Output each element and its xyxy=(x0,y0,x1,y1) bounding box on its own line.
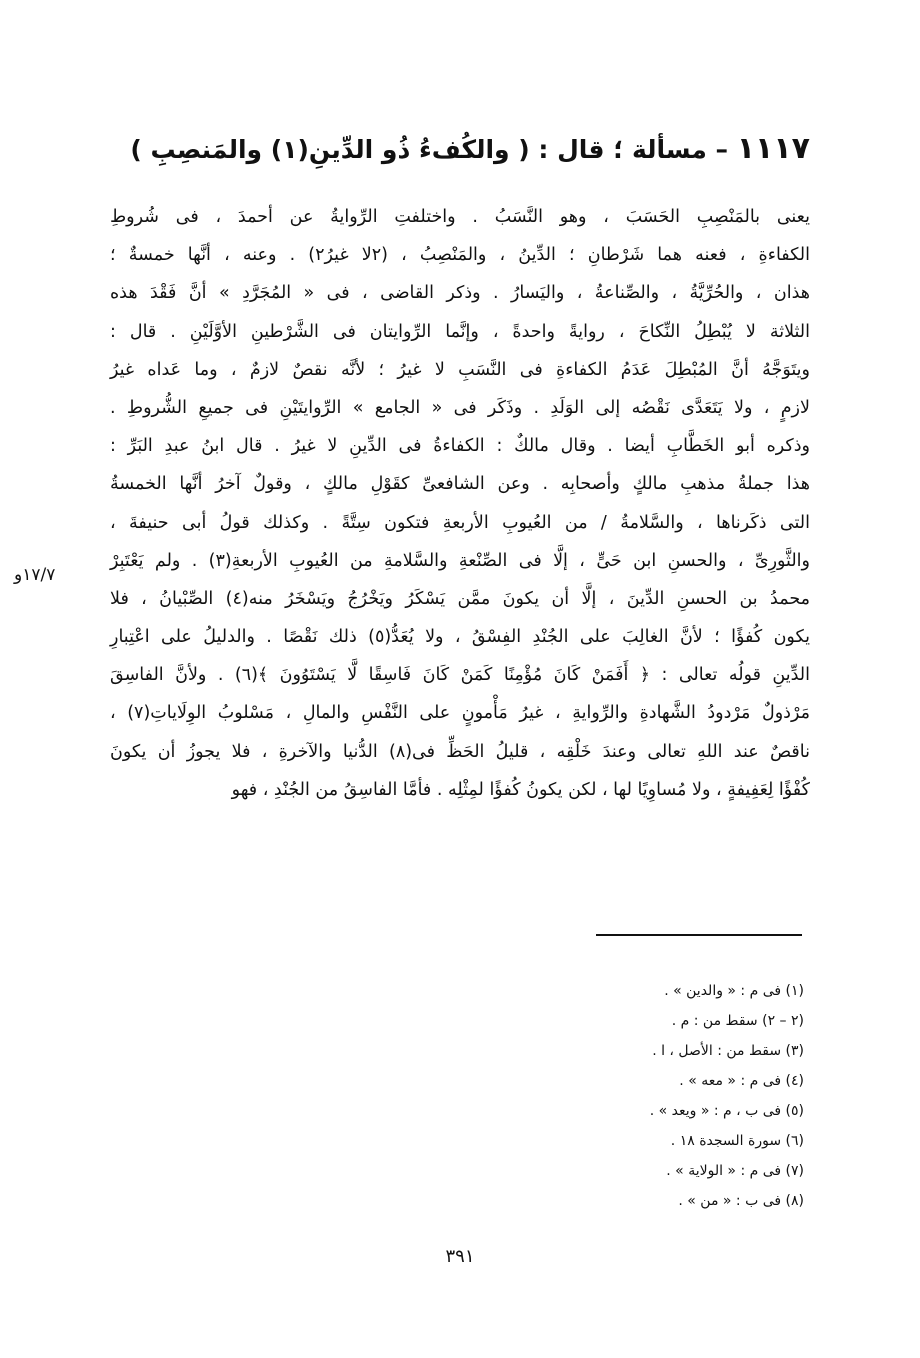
footnote: (٧) فى م : « الولاية » . xyxy=(666,1163,804,1179)
main-text xyxy=(110,198,810,809)
footnote: (٨) فى ب : « من » . xyxy=(678,1193,804,1209)
footnote: (٣) سقط من : الأصل ، ا . xyxy=(652,1043,804,1059)
text-line: الكفاءةِ ، فعنه هما شَرْطانِ ؛ الدِّينُ ، والمَنْصِبُ ، (٢لا غيرُ٢) . وعنه ، أنَّها خمسةٌ ؛ xyxy=(110,245,810,266)
issue-heading xyxy=(130,131,810,167)
text-line: وذكره أبو الخَطَّابِ أيضا . وقال مالكٌ : الكفاءةُ فى الدِّينِ لا غيرُ . قال ابنُ عبدِ البَرِّ : xyxy=(110,436,810,457)
footnote: (٥) فى ب ، م : « ويعد » . xyxy=(649,1103,804,1119)
text-line: هذا جملةُ مذهبِ مالكٍ وأصحابِه . وعن الشافعىِّ كقَوْلِ مالكٍ ، وقولٌ آخرُ أنَّها الخمسةُ xyxy=(110,474,810,495)
text-line: الدِّينِ قولُه تعالى : ﴿ أَفَمَنْ كَانَ مُؤْمِنًا كَمَنْ كَانَ فَاسِقًا لَّا يَسْتَوُونَ ﴾(٦) . ولأنَّ الفاسِقَ xyxy=(110,665,810,686)
text-line: يكون كُفؤًا ؛ لأنَّ الغالِبَ على الجُنْدِ الفِسْقُ ، ولا يُعَدُّ(٥) ذلك نَقْصًا . والدليلُ على اعْتِبارِ xyxy=(110,627,810,648)
text-line: كُفْؤًا لِعَفِيفةٍ ، ولا مُساوِيًا لها ، لكن يكونُ كُفؤًا لمِثْلِه . فأمَّا الفاسِقُ من الجُنْدِ ، فهو xyxy=(231,779,810,800)
footnotes xyxy=(504,976,804,1216)
text-line: يعنى بالمَنْصِبِ الحَسَبَ ، وهو النَّسَبُ . واختلفتِ الرِّوايةُ عن أحمدَ ، فى شُروطِ xyxy=(110,207,810,227)
footnote-separator xyxy=(596,934,802,936)
footnote: (٦) سورة السجدة ١٨ . xyxy=(670,1133,804,1149)
footnote: (١) فى م : « والدين » . xyxy=(664,983,804,999)
text-line: محمدُ بن الحسنِ الدِّينَ ، إلَّا أن يكونَ ممَّن يَسْكَرُ ويَخْرُجُ ويَسْخَرُ منه(٤) الصِّبْيانُ ، فلا xyxy=(110,588,810,609)
text-line: هذان ، والحُرِّيَّةُ ، والصِّناعةُ ، واليَسارُ . وذكر القاضى ، فى « المُجَرَّدِ » أنَّ فَقْدَ هذه xyxy=(110,283,810,304)
text-line: مَرْذولٌ مَرْدودُ الشَّهادةِ والرِّوايةِ ، غيرُ مَأْمونٍ على النَّفْسِ والمالِ ، مَسْلوبُ الوِلَاياتِ(٧) ، xyxy=(110,703,810,724)
text-line: لازمٍ ، ولا يَتَعَدَّى نَقْصُه إلى الوَلَدِ . وذَكَر فى « الجامع » الرِّوايتَيْنِ فى جميعِ الشُّروطِ . xyxy=(110,397,810,418)
issue-number: ١١١٧ xyxy=(736,131,810,166)
footnote: (٤) فى م : « معه » . xyxy=(679,1073,804,1089)
page-number: ٣٩١ xyxy=(445,1246,475,1267)
issue-title: – مسألة ؛ قال : ( والكُفءُ ذُو الدِّينِ(١) والمَنصِبِ ) xyxy=(130,135,729,164)
text-line: ويتَوَجَّهُ أنَّ المُبْطِلَ عَدَمُ الكفاءةِ فى النَّسَبِ لا غيرُ ؛ لأنَّه نقصٌ لازمٌ ، وما عَداه غيرُ xyxy=(110,359,810,380)
footnote: (٢ – ٢) سقط من : م . xyxy=(671,1013,804,1029)
manuscript-folio-note: ١٧/٧و xyxy=(14,565,56,585)
text-line: ناقصٌ عند اللهِ تعالى وعندَ خَلْقِه ، قليلُ الحَظِّ فى(٨) الدُّنيا والآخرةِ ، فلا يجوزُ أن يكونَ xyxy=(110,741,811,762)
text-line: التى ذكَرناها ، والسَّلامةُ / من العُيوبِ الأربعةِ فتكون سِتَّةً . وكذلك قولُ أبى حنيفةَ ، xyxy=(110,512,810,533)
text-line: والثَّورِىِّ ، والحسنِ ابن حَىٍّ ، إلَّا فى الصِّنْعةِ والسَّلامةِ من العُيوبِ الأربعةِ(٣) . ولم يَعْتَبِرْ xyxy=(110,550,810,571)
text-line: الثلاثة لا يُبْطِلُ النِّكاحَ ، روايةً واحدةً ، وإنَّما الرِّوايتان فى الشَّرْطينِ الأوَّلَيْنِ . قال : xyxy=(110,321,810,342)
